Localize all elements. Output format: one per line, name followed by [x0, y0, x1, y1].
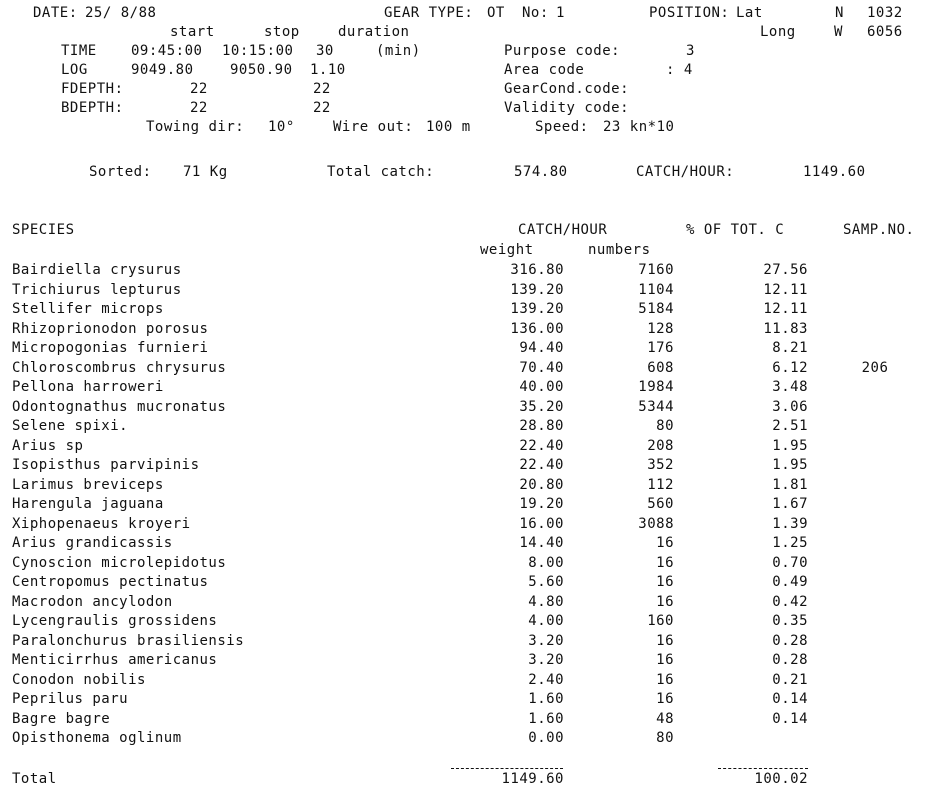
lat-value: 1032	[867, 5, 903, 21]
species-header: SPECIES	[12, 222, 75, 238]
pct-of-total: 3.06	[772, 399, 808, 415]
catch-weight: 14.40	[519, 535, 564, 551]
catch-numbers: 16	[656, 535, 674, 551]
catch-weight: 316.80	[510, 262, 564, 278]
species-name: Rhizoprionodon porosus	[12, 321, 209, 337]
catch-numbers: 7160	[638, 262, 674, 278]
pct-of-total: 1.95	[772, 438, 808, 454]
total-pct: 100.02	[754, 771, 808, 787]
catch-numbers: 1984	[638, 379, 674, 395]
total-catch-label: Total catch:	[327, 164, 435, 180]
pct-of-total: 0.70	[772, 555, 808, 571]
catch-numbers: 128	[647, 321, 674, 337]
catch-numbers: 112	[647, 477, 674, 493]
lat-label: Lat	[736, 5, 763, 21]
pct-of-total: 12.11	[763, 301, 808, 317]
log-label: LOG	[61, 62, 88, 78]
species-name: Stellifer microps	[12, 301, 164, 317]
validity-label: Validity code:	[504, 100, 630, 116]
towing-dir-value: 10°	[268, 119, 295, 135]
long-value: 6056	[867, 24, 903, 40]
weight-total-rule	[451, 768, 563, 769]
catch-numbers: 5344	[638, 399, 674, 415]
sorted-label: Sorted:	[89, 164, 152, 180]
pct-total-header: % OF TOT. C	[686, 222, 785, 238]
species-name: Trichiurus lepturus	[12, 282, 182, 298]
long-hemisphere: W	[834, 24, 843, 40]
towing-dir-label: Towing dir:	[146, 119, 245, 135]
catch-numbers: 80	[656, 730, 674, 746]
catch-weight: 19.20	[519, 496, 564, 512]
catch-numbers: 16	[656, 574, 674, 590]
time-start: 09:45:00	[131, 43, 203, 59]
species-name: Larimus breviceps	[12, 477, 164, 493]
gearcond-label: GearCond.code:	[504, 81, 630, 97]
purpose-label: Purpose code:	[504, 43, 621, 59]
catch-numbers: 48	[656, 711, 674, 727]
catch-weight: 139.20	[510, 301, 564, 317]
lat-hemisphere: N	[835, 5, 844, 21]
catch-weight: 136.00	[510, 321, 564, 337]
pct-of-total: 0.14	[772, 711, 808, 727]
log-stop: 9050.90	[230, 62, 293, 78]
col-stop-label: stop	[264, 24, 300, 40]
catch-numbers: 16	[656, 691, 674, 707]
pct-of-total: 11.83	[763, 321, 808, 337]
catch-numbers: 3088	[638, 516, 674, 532]
gear-type-value: OT	[487, 5, 505, 21]
catch-numbers: 560	[647, 496, 674, 512]
total-weight: 1149.60	[501, 771, 564, 787]
area-value: : 4	[666, 62, 693, 78]
species-name: Harengula jaguana	[12, 496, 164, 512]
species-name: Xiphopenaeus kroyeri	[12, 516, 191, 532]
bdepth-stop: 22	[313, 100, 331, 116]
time-stop: 10:15:00	[222, 43, 294, 59]
speed-label: Speed:	[535, 119, 589, 135]
catch-weight: 28.80	[519, 418, 564, 434]
catch-numbers: 160	[647, 613, 674, 629]
col-duration-label: duration	[338, 24, 410, 40]
date-value: 25/ 8/88	[85, 5, 157, 21]
bdepth-label: BDEPTH:	[61, 100, 124, 116]
catch-per-hour-value: 1149.60	[803, 164, 866, 180]
catch-weight: 1.60	[528, 711, 564, 727]
gear-type-label: GEAR TYPE:	[384, 5, 474, 21]
wire-out-label: Wire out:	[333, 119, 414, 135]
fdepth-start: 22	[190, 81, 208, 97]
pct-of-total: 8.21	[772, 340, 808, 356]
catch-numbers: 16	[656, 555, 674, 571]
pct-of-total: 0.42	[772, 594, 808, 610]
pct-of-total: 0.35	[772, 613, 808, 629]
area-label: Area code	[504, 62, 585, 78]
pct-of-total: 27.56	[763, 262, 808, 278]
species-name: Opisthonema oglinum	[12, 730, 182, 746]
duration-value: 30	[316, 43, 334, 59]
catch-numbers: 16	[656, 652, 674, 668]
pct-of-total: 0.28	[772, 633, 808, 649]
catch-weight: 22.40	[519, 457, 564, 473]
wire-out-value: 100 m	[426, 119, 471, 135]
pct-of-total: 1.95	[772, 457, 808, 473]
speed-value: 23 kn*10	[603, 119, 675, 135]
species-name: Cynoscion microlepidotus	[12, 555, 227, 571]
species-name: Isopisthus parvipinis	[12, 457, 200, 473]
time-label: TIME	[61, 43, 97, 59]
catch-weight: 22.40	[519, 438, 564, 454]
catch-weight: 3.20	[528, 633, 564, 649]
weight-header: weight	[480, 242, 534, 258]
pct-of-total: 6.12	[772, 360, 808, 376]
gear-no-value: 1	[556, 5, 565, 21]
pct-of-total: 0.14	[772, 691, 808, 707]
pct-of-total: 1.81	[772, 477, 808, 493]
catch-numbers: 208	[647, 438, 674, 454]
species-name: Bairdiella crysurus	[12, 262, 182, 278]
catch-weight: 20.80	[519, 477, 564, 493]
catch-numbers: 352	[647, 457, 674, 473]
numbers-header: numbers	[588, 242, 651, 258]
species-name: Odontognathus mucronatus	[12, 399, 227, 415]
gear-no-label: No:	[522, 5, 549, 21]
fdepth-stop: 22	[313, 81, 331, 97]
catch-numbers: 176	[647, 340, 674, 356]
log-distance: 1.10	[310, 62, 346, 78]
species-name: Selene spixi.	[12, 418, 129, 434]
total-catch-value: 574.80	[514, 164, 568, 180]
species-name: Arius grandicassis	[12, 535, 173, 551]
pct-of-total: 2.51	[772, 418, 808, 434]
date-label: DATE:	[33, 5, 78, 21]
species-name: Arius sp	[12, 438, 84, 454]
pct-of-total: 12.11	[763, 282, 808, 298]
catch-weight: 4.80	[528, 594, 564, 610]
catch-weight: 3.20	[528, 652, 564, 668]
catch-weight: 94.40	[519, 340, 564, 356]
catch-weight: 16.00	[519, 516, 564, 532]
fdepth-label: FDEPTH:	[61, 81, 124, 97]
catch-numbers: 5184	[638, 301, 674, 317]
species-name: Centropomus pectinatus	[12, 574, 209, 590]
catch-weight: 70.40	[519, 360, 564, 376]
sorted-value: 71 Kg	[183, 164, 228, 180]
position-label: POSITION:	[649, 5, 730, 21]
catch-weight: 8.00	[528, 555, 564, 571]
pct-of-total: 1.25	[772, 535, 808, 551]
pct-of-total: 1.39	[772, 516, 808, 532]
species-name: Chloroscombrus chrysurus	[12, 360, 227, 376]
catch-weight: 0.00	[528, 730, 564, 746]
catch-numbers: 80	[656, 418, 674, 434]
purpose-value: 3	[686, 43, 695, 59]
species-name: Lycengraulis grossidens	[12, 613, 218, 629]
long-label: Long	[760, 24, 796, 40]
pct-of-total: 0.28	[772, 652, 808, 668]
catch-weight: 1.60	[528, 691, 564, 707]
catch-weight: 2.40	[528, 672, 564, 688]
catch-weight: 4.00	[528, 613, 564, 629]
species-name: Bagre bagre	[12, 711, 111, 727]
pct-total-rule	[718, 768, 808, 769]
catch-numbers: 608	[647, 360, 674, 376]
bdepth-start: 22	[190, 100, 208, 116]
log-start: 9049.80	[131, 62, 194, 78]
catch-weight: 5.60	[528, 574, 564, 590]
pct-of-total: 0.21	[772, 672, 808, 688]
catch-hour-header: CATCH/HOUR	[518, 222, 608, 238]
catch-weight: 40.00	[519, 379, 564, 395]
samp-no-header: SAMP.NO.	[843, 222, 915, 238]
catch-numbers: 16	[656, 672, 674, 688]
pct-of-total: 1.67	[772, 496, 808, 512]
species-name: Menticirrhus americanus	[12, 652, 218, 668]
species-name: Paralonchurus brasiliensis	[12, 633, 245, 649]
catch-numbers: 1104	[638, 282, 674, 298]
pct-of-total: 3.48	[772, 379, 808, 395]
catch-per-hour-label: CATCH/HOUR:	[636, 164, 735, 180]
sample-number: 206	[861, 360, 889, 376]
catch-weight: 35.20	[519, 399, 564, 415]
species-name: Macrodon ancylodon	[12, 594, 173, 610]
total-label: Total	[12, 771, 57, 787]
species-name: Pellona harroweri	[12, 379, 164, 395]
catch-weight: 139.20	[510, 282, 564, 298]
catch-numbers: 16	[656, 633, 674, 649]
species-name: Peprilus paru	[12, 691, 129, 707]
col-start-label: start	[170, 24, 215, 40]
catch-numbers: 16	[656, 594, 674, 610]
pct-of-total: 0.49	[772, 574, 808, 590]
species-name: Conodon nobilis	[12, 672, 146, 688]
species-name: Micropogonias furnieri	[12, 340, 209, 356]
duration-unit: (min)	[376, 43, 421, 59]
